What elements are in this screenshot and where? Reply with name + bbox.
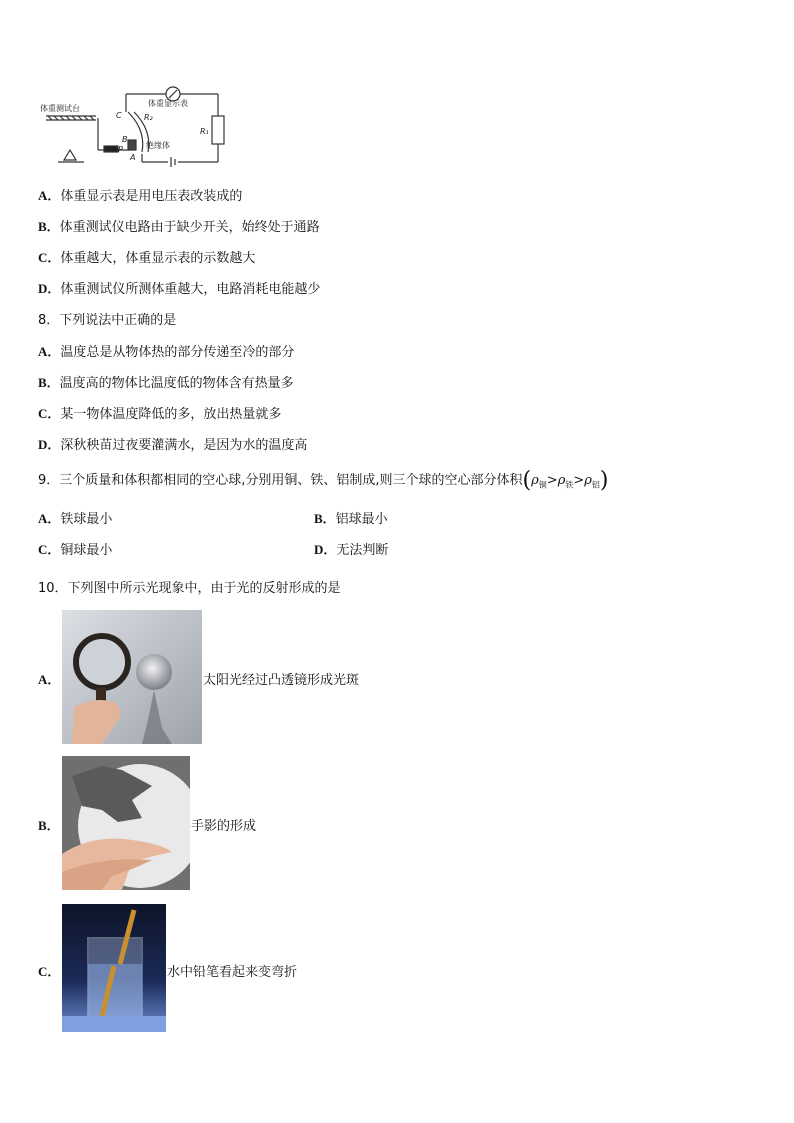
option-text: 某一物体温度降低的多，放出热量就多 xyxy=(60,407,282,422)
q10-option-a-caption: 太阳光经过凸透镜形成光斑 xyxy=(203,673,360,688)
q7-option-c[interactable] xyxy=(38,249,255,268)
insulator-label: 绝缘体 xyxy=(146,141,170,150)
q9-option-c[interactable] xyxy=(38,541,112,560)
q8-option-a[interactable] xyxy=(38,343,294,362)
option-letter: C． xyxy=(38,250,61,265)
c-label: C xyxy=(116,111,122,120)
option-letter: B． xyxy=(38,219,60,234)
option-text: 无法判断 xyxy=(336,543,389,558)
q10-option-c-letter[interactable]: C． xyxy=(38,964,61,979)
q7-option-a[interactable] xyxy=(38,187,242,206)
option-text: 体重测试仪所测体重越大，电路消耗电能越少 xyxy=(60,282,321,297)
q10-stem: 10．下列图中所示光现象中，由于光的反射形成的是 xyxy=(38,581,341,596)
option-letter: D． xyxy=(314,542,337,557)
option-letter: D． xyxy=(38,437,61,452)
q10-option-b-letter[interactable]: B． xyxy=(38,818,60,833)
q9-stem-line xyxy=(38,468,609,495)
q7-option-b[interactable] xyxy=(38,218,320,237)
option-letter: B． xyxy=(314,511,336,526)
r1-label: R₁ xyxy=(200,127,209,136)
q7-circuit-diagram xyxy=(38,80,234,170)
density-inequality: $(\rho_铜>\rho_铁>\rho_铝)$ xyxy=(522,468,609,493)
b-label: B xyxy=(122,135,128,144)
option-letter: C． xyxy=(38,542,61,557)
magnifier-light-spot-image[interactable] xyxy=(62,610,202,744)
option-letter: C． xyxy=(38,406,61,421)
option-letter: A． xyxy=(38,188,61,203)
option-text: 温度总是从物体热的部分传递至冷的部分 xyxy=(60,345,295,360)
a-label: A xyxy=(130,153,136,162)
option-text: 体重显示表是用电压表改装成的 xyxy=(60,189,243,204)
option-text: 深秋秧苗过夜要灌满水，是因为水的温度高 xyxy=(60,438,308,453)
q9-option-b[interactable] xyxy=(314,510,388,529)
pencil-in-water-image[interactable] xyxy=(62,904,166,1032)
q10-option-a-letter[interactable]: A． xyxy=(38,672,61,687)
q8-option-b[interactable] xyxy=(38,374,294,393)
platform-label: 体重测试台 xyxy=(40,104,80,113)
q8-option-d[interactable] xyxy=(38,436,307,455)
q9-option-d[interactable] xyxy=(314,541,388,560)
q7-option-d[interactable] xyxy=(38,280,320,299)
option-letter: A． xyxy=(38,344,61,359)
option-letter: D． xyxy=(38,281,61,296)
option-text: 体重越大，体重显示表的示数越大 xyxy=(60,251,256,266)
q10-option-b-caption: 手影的形成 xyxy=(191,819,257,834)
option-text: 铝球最小 xyxy=(335,512,388,527)
r2-label: R₂ xyxy=(144,113,153,122)
p-label: P xyxy=(118,145,123,154)
option-letter: A． xyxy=(38,511,61,526)
option-text: 铁球最小 xyxy=(60,512,113,527)
hand-shadow-image[interactable] xyxy=(62,756,190,890)
q10-option-c-caption: 水中铅笔看起来变弯折 xyxy=(167,965,298,980)
q9-option-a[interactable] xyxy=(38,510,112,529)
option-letter: B． xyxy=(38,375,60,390)
option-text: 温度高的物体比温度低的物体含有热量多 xyxy=(59,376,294,391)
meter-label: 体重显示表 xyxy=(148,99,188,108)
option-text: 体重测试仪电路由于缺少开关，始终处于通路 xyxy=(59,220,320,235)
q9-stem: 9．三个质量和体积都相同的空心球,分别用铜、铁、铝制成,则三个球的空心部分体积 xyxy=(38,473,523,488)
q8-option-c[interactable] xyxy=(38,405,281,424)
q8-stem: 8．下列说法中正确的是 xyxy=(38,313,177,328)
option-text: 铜球最小 xyxy=(60,543,113,558)
